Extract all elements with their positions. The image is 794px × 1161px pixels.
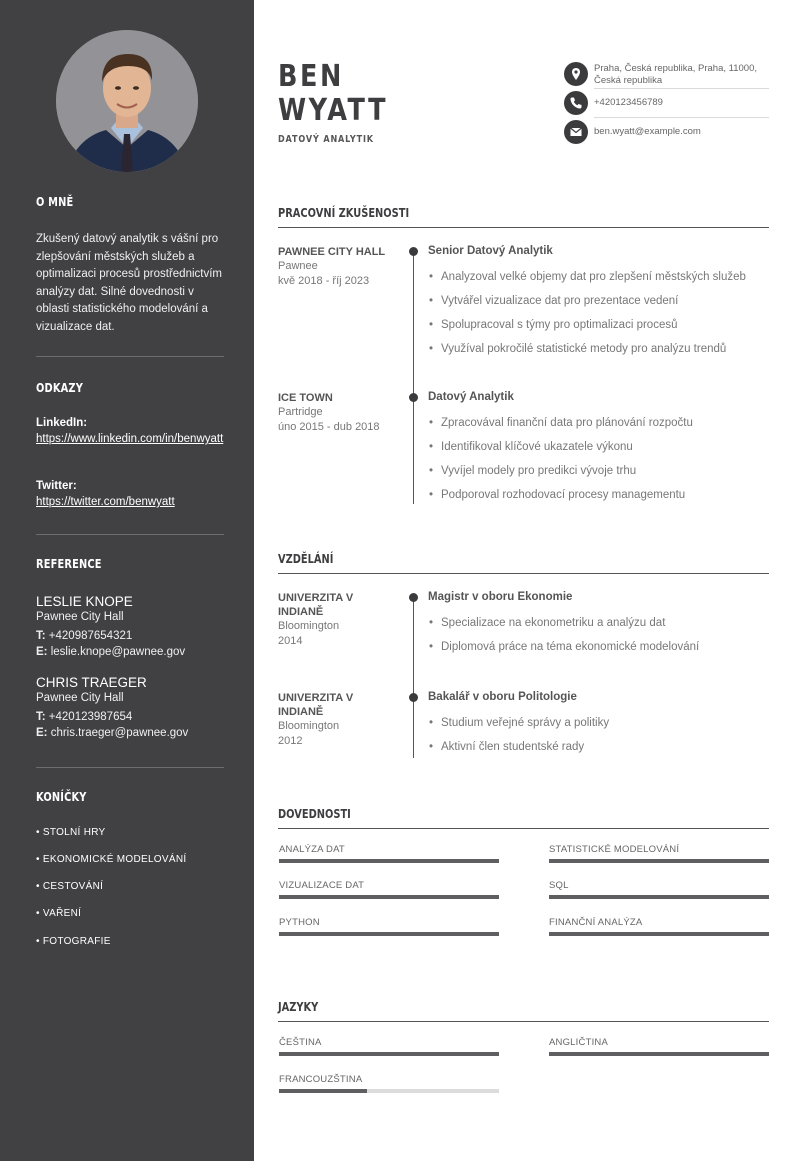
education-degree: Magistr v oboru Ekonomie <box>428 591 573 603</box>
timeline-dot <box>409 693 418 702</box>
references-title: REFERENCE <box>36 557 102 571</box>
skill-name: ANALÝZA DAT <box>279 844 345 855</box>
sidebar-divider <box>36 356 224 357</box>
language-bar <box>279 1089 499 1093</box>
contact-divider <box>594 117 769 118</box>
reference-phone: T: +420123987654 <box>36 711 133 723</box>
link-label: Twitter: <box>36 480 77 492</box>
first-name: BEN <box>278 59 344 94</box>
profile-photo <box>56 30 198 172</box>
job-title: DATOVÝ ANALYTIK <box>278 134 374 145</box>
link-label: LinkedIn: <box>36 417 88 429</box>
linkedin-link[interactable]: https://www.linkedin.com/in/benwyatt <box>36 433 224 445</box>
skill-bar-fill <box>279 859 499 863</box>
language-name: ANGLIČTINA <box>549 1037 609 1048</box>
section-rule <box>278 573 769 574</box>
reference-name: LESLIE KNOPE <box>36 594 133 609</box>
reference-item <box>36 675 224 741</box>
link-linkedin <box>36 417 224 447</box>
references-section <box>36 557 224 571</box>
skill-name: SQL <box>549 880 569 891</box>
experience-bullet: • Vytvářel vizualizace dat pro prezentace vedení <box>429 295 678 307</box>
education-bullet: • Specializace na ekonometriku a analýzu dat <box>429 617 665 629</box>
hobby-item: • FOTOGRAFIE <box>36 936 111 947</box>
reference-item <box>36 594 224 660</box>
email-text[interactable]: ben.wyatt@example.com <box>594 126 701 137</box>
hobbies-title: KONÍČKY <box>36 790 87 804</box>
link-twitter <box>36 480 224 510</box>
skill-bar <box>549 895 769 899</box>
reference-phone: T: +420987654321 <box>36 630 133 642</box>
experience-bullet: • Vyvíjel modely pro predikci vývoje trhu <box>429 465 636 477</box>
about-title: O MNĚ <box>36 195 74 209</box>
education-meta: Bloomington 2012 <box>278 720 340 747</box>
skill-bar-fill <box>279 932 499 936</box>
skill-name: VIZUALIZACE DAT <box>279 880 365 891</box>
links-section <box>36 381 224 395</box>
skill-item <box>279 844 499 863</box>
skill-bar <box>549 859 769 863</box>
candidate-name <box>278 60 388 128</box>
phone-icon <box>564 91 588 115</box>
skill-bar-fill <box>279 895 499 899</box>
reference-company: Pawnee City Hall <box>36 692 124 704</box>
experience-bullet: • Identifikoval klíčové ukazatele výkonu <box>429 441 633 453</box>
contact-divider <box>594 88 769 89</box>
experience-bullet: • Zpracovával finanční data pro plánování rozpočtu <box>429 417 693 429</box>
section-rule <box>278 1021 769 1022</box>
skill-name: FINANČNÍ ANALÝZA <box>549 917 643 928</box>
education-timeline <box>413 598 414 758</box>
language-item <box>279 1074 499 1093</box>
language-bar-fill <box>279 1089 367 1093</box>
hobby-item: • VAŘENÍ <box>36 908 82 919</box>
timeline-dot <box>409 593 418 602</box>
reference-email: E: chris.traeger@pawnee.gov <box>36 727 189 739</box>
languages-title: JAZYKY <box>278 1000 319 1014</box>
education-meta: Bloomington 2014 <box>278 620 340 647</box>
language-bar-fill <box>279 1052 499 1056</box>
skill-item <box>279 880 499 899</box>
language-bar <box>549 1052 769 1056</box>
last-name: WYATT <box>278 93 389 128</box>
experience-bullet: • Využíval pokročilé statistické metody pro analýzu trendů <box>429 343 726 355</box>
about-section <box>36 195 224 209</box>
skill-item <box>549 917 769 936</box>
links-title: ODKAZY <box>36 381 84 395</box>
skills-title: DOVEDNOSTI <box>278 807 351 821</box>
language-bar <box>279 1052 499 1056</box>
education-bullet: • Studium veřejné správy a politiky <box>429 717 609 729</box>
skill-bar <box>279 859 499 863</box>
skill-item <box>549 880 769 899</box>
sidebar-divider <box>36 534 224 535</box>
skill-bar <box>549 932 769 936</box>
experience-position: Senior Datový Analytik <box>428 245 553 257</box>
language-bar-fill <box>549 1052 769 1056</box>
email-icon <box>564 120 588 144</box>
language-name: FRANCOUZŠTINA <box>279 1074 363 1085</box>
education-title: VZDĚLÁNÍ <box>278 552 334 566</box>
twitter-link[interactable]: https://twitter.com/benwyatt <box>36 496 175 508</box>
skill-name: PYTHON <box>279 917 320 928</box>
experience-meta: Pawnee kvě 2018 - říj 2023 <box>278 260 370 287</box>
skill-bar-fill <box>549 859 769 863</box>
timeline-dot <box>409 247 418 256</box>
skill-item <box>279 917 499 936</box>
education-bullet: • Diplomová práce na téma ekonomické modelování <box>429 641 699 653</box>
language-item <box>549 1037 769 1056</box>
language-item <box>279 1037 499 1056</box>
timeline-dot <box>409 393 418 402</box>
reference-name: CHRIS TRAEGER <box>36 675 147 690</box>
language-name: ČEŠTINA <box>279 1037 322 1048</box>
experience-org: PAWNEE CITY HALL <box>278 246 386 258</box>
hobby-item: • CESTOVÁNÍ <box>36 881 104 892</box>
experience-bullet: • Spolupracoval s týmy pro optimalizaci procesů <box>429 319 678 331</box>
avatar <box>56 30 198 172</box>
about-text: Zkušený datový analytik s vášní pro zlepšování městských služeb a optimalizaci procesů prostřednictvím analýzy dat. Silné dovednosti v oblasti statistického modelování a vizualizace dat. <box>36 233 222 333</box>
skill-item <box>549 844 769 863</box>
experience-title: PRACOVNÍ ZKUŠENOSTI <box>278 206 410 220</box>
skill-bar <box>279 932 499 936</box>
hobbies-section <box>36 790 224 804</box>
hobby-item: • STOLNÍ HRY <box>36 827 106 838</box>
sidebar-divider <box>36 767 224 768</box>
experience-org: ICE TOWN <box>278 392 333 404</box>
experience-timeline <box>413 252 414 504</box>
sidebar <box>0 0 254 1161</box>
experience-bullet: • Analyzoval velké objemy dat pro zlepšení městských služeb <box>429 271 746 283</box>
education-org: UNIVERZITA V INDIANĚ <box>278 692 354 718</box>
hobby-item: • EKONOMICKÉ MODELOVÁNÍ <box>36 854 187 865</box>
reference-company: Pawnee City Hall <box>36 611 124 623</box>
education-degree: Bakalář v oboru Politologie <box>428 691 577 703</box>
skill-name: STATISTICKÉ MODELOVÁNÍ <box>549 844 680 855</box>
phone-text[interactable]: +420123456789 <box>594 97 663 108</box>
reference-email: E: leslie.knope@pawnee.gov <box>36 646 186 658</box>
experience-position: Datový Analytik <box>428 391 514 403</box>
experience-meta: Partridge úno 2015 - dub 2018 <box>278 406 380 433</box>
section-rule <box>278 227 769 228</box>
education-bullet: • Aktivní člen studentské rady <box>429 741 584 753</box>
education-org: UNIVERZITA V INDIANĚ <box>278 592 354 618</box>
experience-bullet: • Podporoval rozhodovací procesy managementu <box>429 489 685 501</box>
location-icon <box>564 62 588 86</box>
section-rule <box>278 828 769 829</box>
address-text: Praha, Česká republika, Praha, 11000, Česká republika <box>594 63 758 86</box>
skill-bar <box>279 895 499 899</box>
skill-bar-fill <box>549 895 769 899</box>
skill-bar-fill <box>549 932 769 936</box>
